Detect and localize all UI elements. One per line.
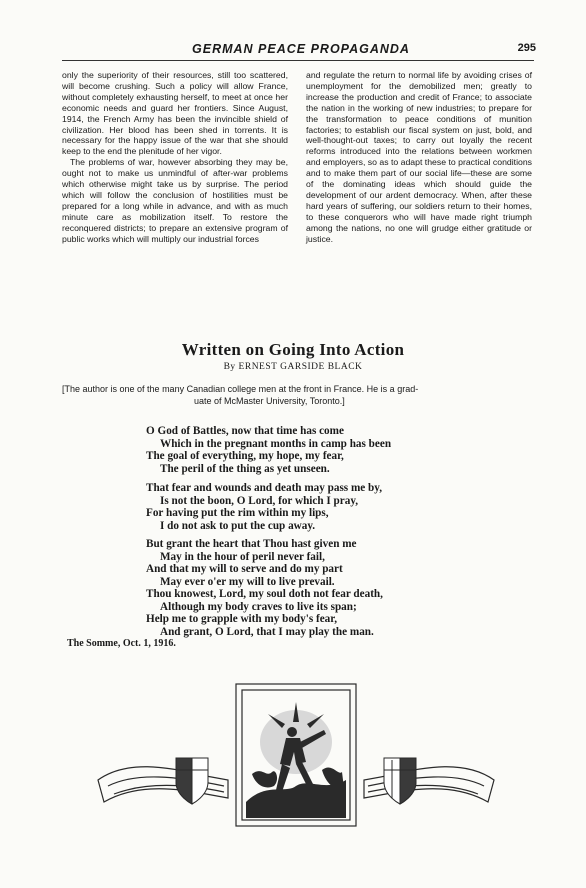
author-note-line: uate of McMaster University, Toronto.] [194, 395, 345, 406]
poem-line: Which in the pregnant months in camp has been [160, 437, 392, 450]
article-paragraph: only the superiority of their resources, still too scattered, will become crushing. Such a policy will allow France, without completely exhausting herself, to meet at once her economic needs and guard her frontiers. Since August, 1914, the French Army has been the invincible shield of civilization. Her blood has been shed in torrents. It is necessary for the happy issue of the war that she should keep to the end the plenitude of her vigor. [62, 70, 288, 157]
poem-line: The goal of everything, my hope, my fear, [146, 450, 344, 463]
poem-line: That fear and wounds and death may pass me by, [146, 482, 383, 494]
poem-line: The peril of the thing as yet unseen. [160, 462, 330, 475]
poem-byline: By ERNEST GARSIDE BLACK [223, 362, 363, 372]
poem-dateline: The Somme, Oct. 1, 1916. [67, 638, 176, 649]
poem-line: I do not ask to put the cup away. [160, 519, 316, 532]
poem-line: For having put the rim within my lips, [146, 507, 329, 520]
header-rule [62, 60, 534, 61]
author-note [62, 384, 540, 407]
poem-line: Thou knowest, Lord, my soul doth not fear death, [146, 588, 383, 600]
poem-title: Written on Going Into Action [181, 340, 405, 359]
poem-line: May ever o'er my will to live prevail. [160, 575, 335, 588]
poem-stanza-3 [146, 538, 446, 588]
poem-stanza-1 [146, 425, 446, 475]
poem-line: And grant, O Lord, that I may play the man. [160, 625, 374, 638]
article-paragraph: and regulate the return to normal life by avoiding crises of unemployment for the demobilized men; greatly to increase the production and credit of France; to associate the nation in the working of new industries; to prepare for the transformation to peace conditions of munition factories; to establish our fiscal system on just, bold, and well-thought-out taxes; to carry out loyally the recent reforms introduced into the relations between workmen and employers, so as to adapt these to practical conditions and to make them part of our social life—these are some of the dominating ideas which should guide the development of our ardent democracy. When, after these hard years of suffering, our soldiers return to their homes, to these conquerors who will have made right triumph among the nations, no one will grudge either gratitude or justice. [306, 70, 533, 244]
soldier-vignette-icon [96, 682, 496, 837]
running-title: GERMAN PEACE PROPAGANDA [192, 42, 410, 56]
running-head [66, 42, 536, 58]
article-column-left [62, 70, 288, 245]
poem-line: May in the hour of peril never fail, [160, 550, 325, 563]
poem-line: Help me to grapple with my body's fear, [146, 613, 338, 626]
poem-line: And that my will to serve and do my part [146, 563, 343, 576]
poem-stanza-2 [146, 482, 446, 532]
author-note-line: [The author is one of the many Canadian college men at the front in France. He is a grad- [62, 384, 419, 394]
article-paragraph: The problems of war, however absorbing they may be, ought not to make us unmindful of after-war problems which otherwise might take us by surprise. The period which will follow the conclusion of hostilities must be prepared for a long while in advance, and with as much minute care as mobilization itself. To restore the reconquered districts; to prepare an extensive program of public works which will multiply our industrial forces [62, 157, 288, 244]
poem-stanza-4 [146, 588, 446, 638]
poem-line: Although my body craves to live its span; [160, 600, 357, 613]
article-column-right [306, 70, 532, 245]
page-number: 295 [517, 42, 536, 54]
poem-line: O God of Battles, now that time has come [146, 425, 344, 437]
poem-line: But grant the heart that Thou hast given me [146, 538, 357, 550]
poem-line: Is not the boon, O Lord, for which I pray, [160, 494, 359, 507]
